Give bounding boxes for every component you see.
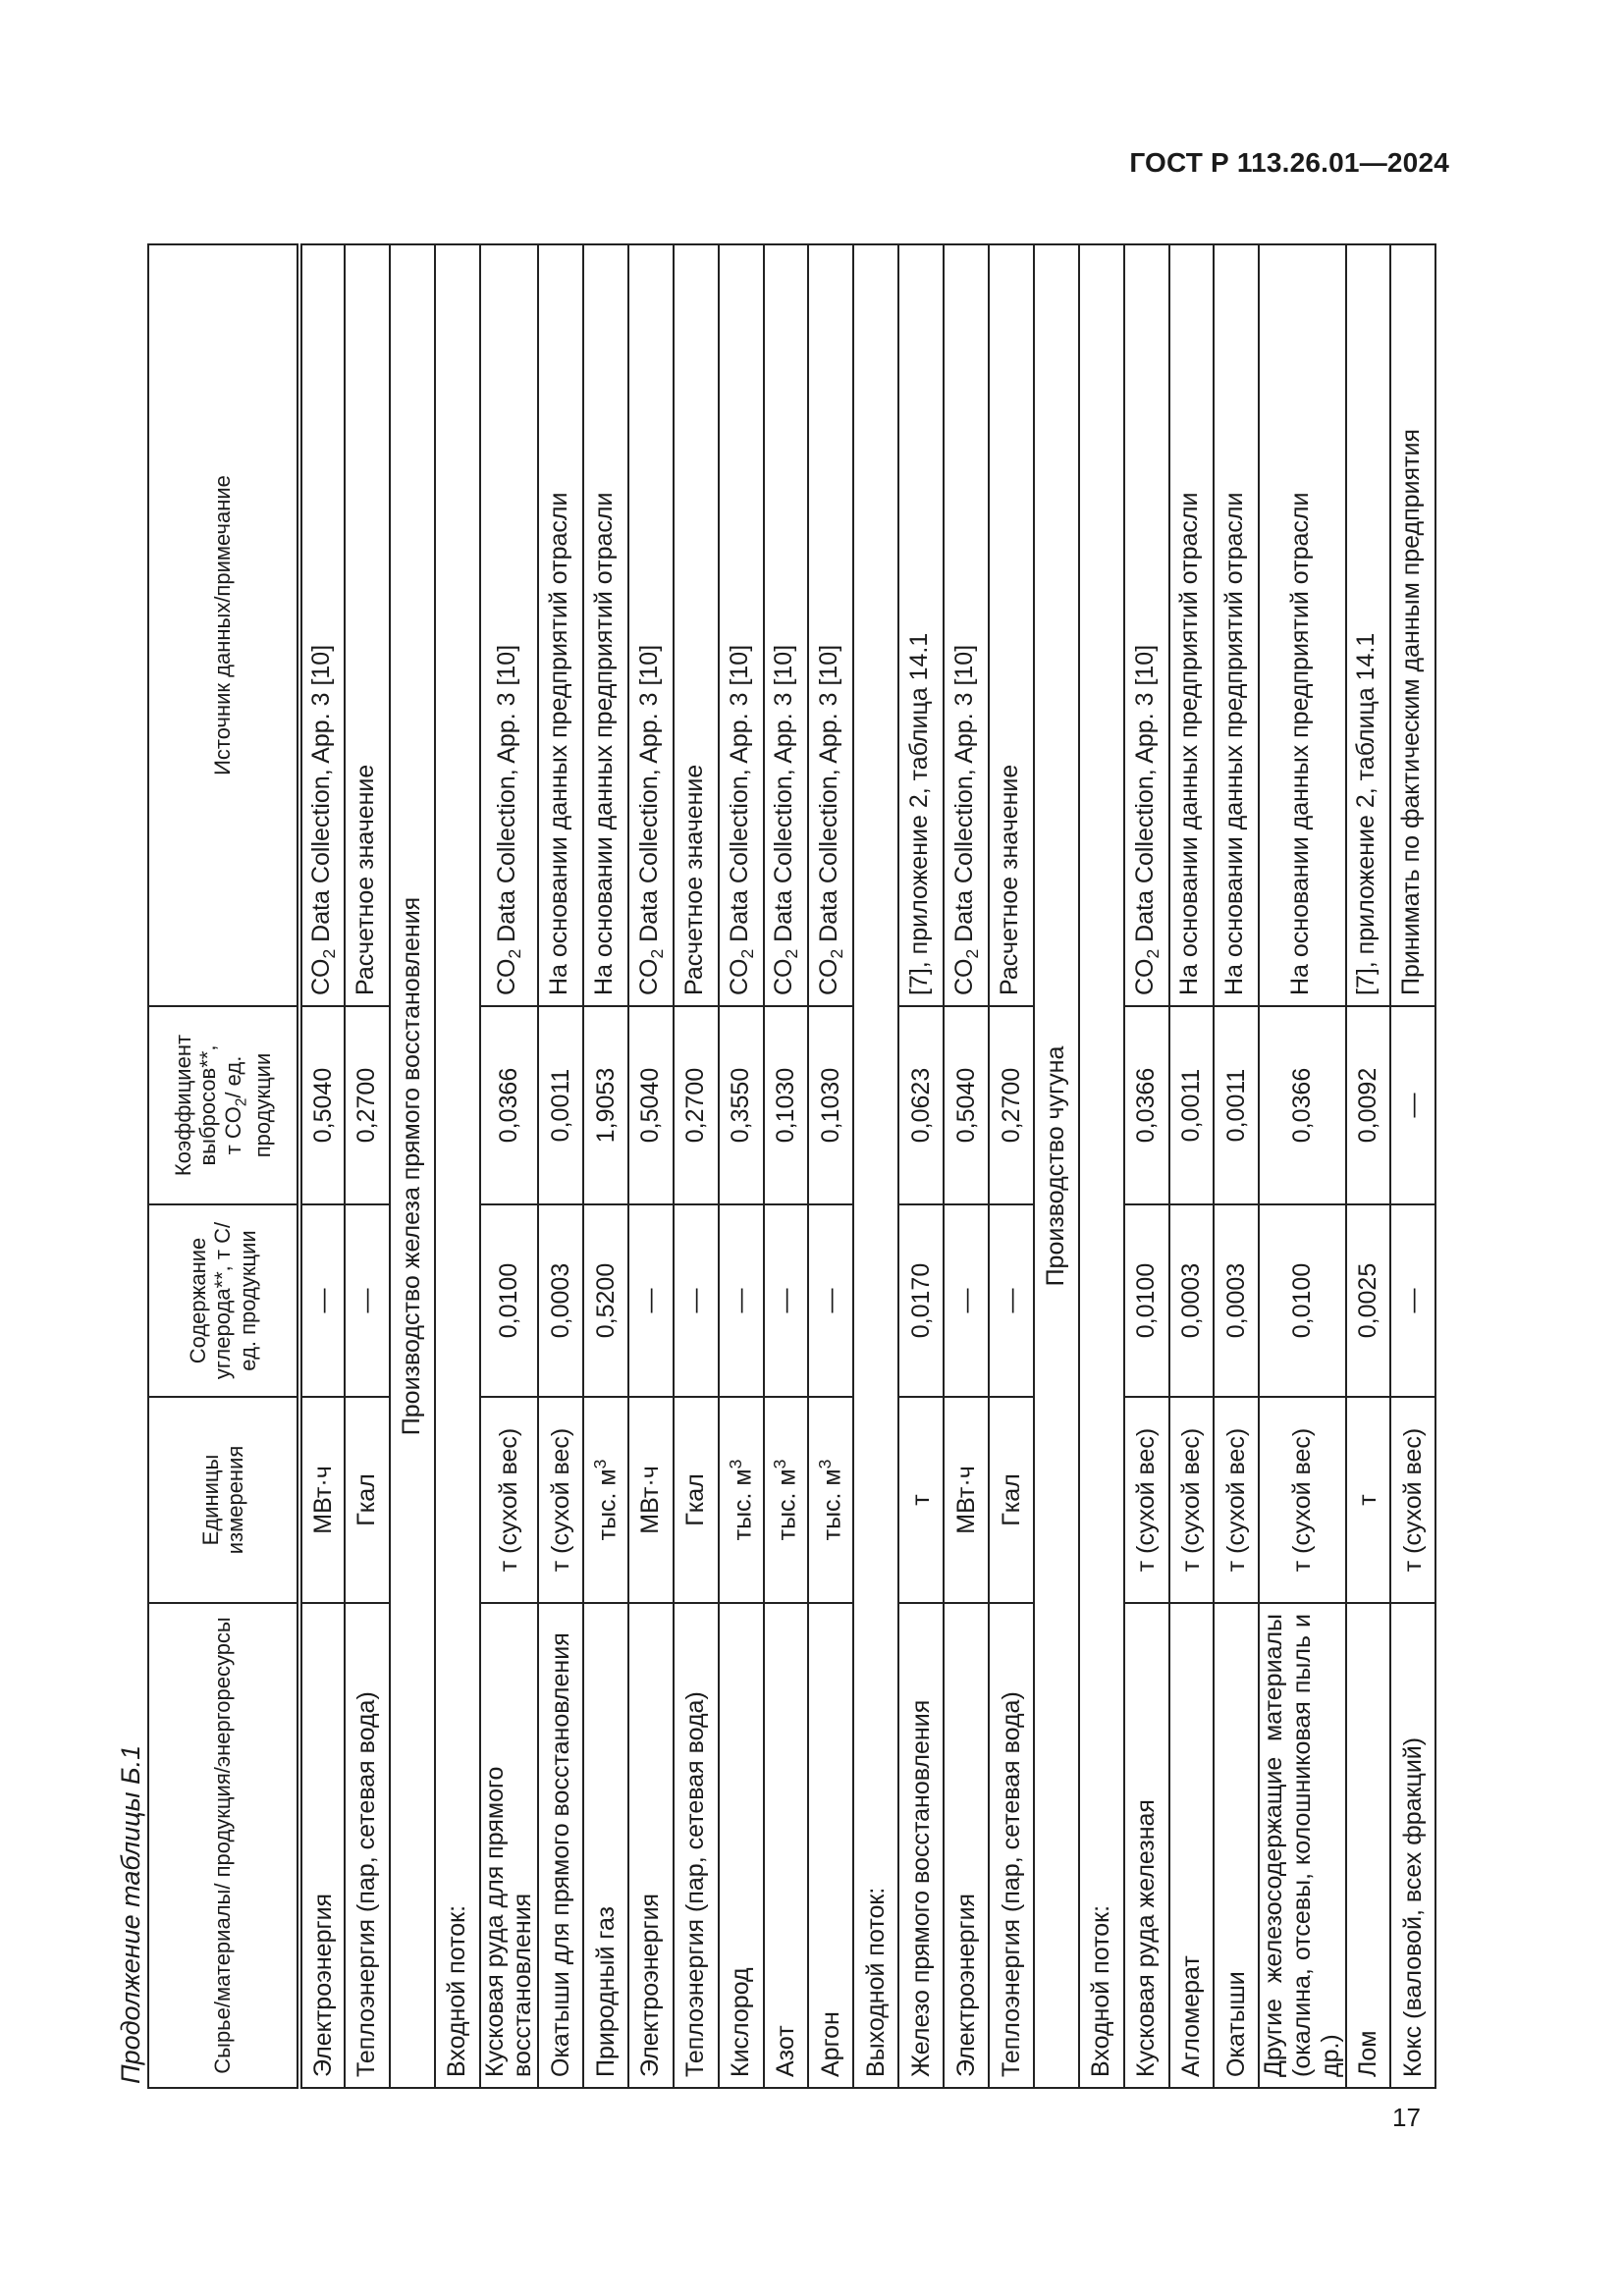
cell-factor: 0,1030 xyxy=(808,1006,853,1204)
table-section-row xyxy=(1034,244,1079,2088)
table-row xyxy=(944,244,989,2088)
source-prefix: CO xyxy=(634,958,663,995)
header-source: Источник данных/примечание xyxy=(148,244,299,1006)
cell-carbon: 0,0100 xyxy=(1124,1204,1169,1397)
table-row xyxy=(1346,244,1391,2088)
cell-unit: т (сухой вес) xyxy=(1259,1397,1345,1603)
table-header-row xyxy=(148,244,299,2088)
table-flow-row xyxy=(853,244,898,2088)
source-prefix: CO xyxy=(1130,958,1159,995)
source-text: Data Collection, App. 3 [10] xyxy=(306,644,335,949)
cell-unit: МВт·ч xyxy=(628,1397,674,1603)
source-prefix: CO xyxy=(725,958,753,995)
cell-source xyxy=(299,244,345,1006)
source-subscript: 2 xyxy=(646,948,667,959)
flow-label: Входной поток: xyxy=(435,244,480,2088)
cell-unit xyxy=(583,1397,628,1603)
cell-factor: 0,2700 xyxy=(345,1006,390,1204)
cell-material: Кокс (валовой, всех фракций) xyxy=(1390,1603,1435,2088)
cell-unit: МВт·ч xyxy=(299,1397,345,1603)
cell-material: Другие железосодержащие материалы (окалина, отсевы, колошниковая пыль и др.) xyxy=(1259,1603,1345,2088)
flow-label: Входной поток: xyxy=(1079,244,1124,2088)
header-factor-line3: / ед. продукции xyxy=(220,1052,275,1158)
cell-unit: Гкал xyxy=(345,1397,390,1603)
flow-label: Выходной поток: xyxy=(853,244,898,2088)
cell-material: Окатыши для прямого восстановления xyxy=(538,1603,583,2088)
cell-unit: МВт·ч xyxy=(944,1397,989,1603)
cell-source xyxy=(764,244,809,1006)
cell-carbon: 0,0003 xyxy=(538,1204,583,1397)
cell-material: Аргон xyxy=(808,1603,853,2088)
table-row xyxy=(1214,244,1259,2088)
cell-factor: 0,3550 xyxy=(719,1006,764,1204)
cell-unit: Гкал xyxy=(674,1397,719,1603)
cell-carbon: — xyxy=(628,1204,674,1397)
cell-unit xyxy=(808,1397,853,1603)
cell-source xyxy=(1259,244,1345,1006)
page-number: 17 xyxy=(1392,2103,1421,2132)
header-carbon: Содержание углерода**, т С/ ед. продукции xyxy=(148,1204,299,1397)
cell-carbon: — xyxy=(299,1204,345,1397)
cell-factor: — xyxy=(1390,1006,1435,1204)
header-material: Сырье/материалы/ продукция/энергоресурсы xyxy=(148,1603,299,2088)
section-title: Производство железа прямого восстановления xyxy=(390,244,435,2088)
unit-text: тыс. м xyxy=(818,1468,846,1541)
cell-source xyxy=(1169,244,1215,1006)
table-row xyxy=(1259,244,1345,2088)
source-subscript: 2 xyxy=(736,948,757,959)
table-row xyxy=(674,244,719,2088)
source-text: На основании данных предприятий отрасли xyxy=(544,492,572,995)
unit-text: тыс. м xyxy=(593,1468,622,1541)
cell-carbon: 0,0025 xyxy=(1346,1204,1391,1397)
unit-superscript: 3 xyxy=(770,1459,790,1469)
source-prefix: CO xyxy=(770,958,798,995)
table-row xyxy=(764,244,809,2088)
cell-unit: т (сухой вес) xyxy=(1124,1397,1169,1603)
cell-unit: т xyxy=(898,1397,944,1603)
table-caption: Продолжение таблицы Б.1 xyxy=(116,1744,145,2084)
table-row xyxy=(1390,244,1435,2088)
unit-text: тыс. м xyxy=(773,1468,801,1541)
cell-unit xyxy=(764,1397,809,1603)
cell-carbon: 0,0170 xyxy=(898,1204,944,1397)
cell-carbon: 0,0003 xyxy=(1214,1204,1259,1397)
cell-source xyxy=(583,244,628,1006)
source-subscript: 2 xyxy=(1142,948,1163,959)
cell-material: Электроэнергия xyxy=(628,1603,674,2088)
source-text: На основании данных предприятий отрасли xyxy=(1286,492,1315,995)
cell-unit: т (сухой вес) xyxy=(1390,1397,1435,1603)
table-row xyxy=(989,244,1034,2088)
cell-source xyxy=(808,244,853,1006)
cell-factor: 0,0366 xyxy=(1124,1006,1169,1204)
unit-text: тыс. м xyxy=(728,1468,756,1541)
source-text: Расчетное значение xyxy=(679,764,708,995)
table-row xyxy=(538,244,583,2088)
header-factor-line2: т CO xyxy=(220,1106,245,1155)
cell-carbon: — xyxy=(345,1204,390,1397)
cell-material: Электроэнергия xyxy=(944,1603,989,2088)
cell-unit xyxy=(719,1397,764,1603)
cell-factor: 0,5040 xyxy=(944,1006,989,1204)
cell-source xyxy=(898,244,944,1006)
cell-unit: т (сухой вес) xyxy=(1214,1397,1259,1603)
source-text: Data Collection, App. 3 [10] xyxy=(770,644,798,949)
cell-source xyxy=(674,244,719,1006)
source-text: На основании данных предприятий отрасли xyxy=(1220,492,1249,995)
cell-carbon: — xyxy=(989,1204,1034,1397)
cell-carbon: 0,0003 xyxy=(1169,1204,1215,1397)
cell-source xyxy=(1124,244,1169,1006)
cell-source xyxy=(628,244,674,1006)
cell-carbon: 0,5200 xyxy=(583,1204,628,1397)
unit-superscript: 3 xyxy=(815,1459,836,1469)
cell-factor: 0,0092 xyxy=(1346,1006,1391,1204)
source-text: Data Collection, App. 3 [10] xyxy=(725,644,753,949)
source-text: Data Collection, App. 3 [10] xyxy=(634,644,663,949)
source-text: Data Collection, App. 3 [10] xyxy=(815,644,843,949)
table-flow-row xyxy=(1079,244,1124,2088)
header-factor xyxy=(148,1006,299,1204)
cell-factor: 1,9053 xyxy=(583,1006,628,1204)
source-text: [7], приложение 2, таблица 14.1 xyxy=(1352,632,1380,995)
cell-source xyxy=(989,244,1034,1006)
cell-unit: т (сухой вес) xyxy=(1169,1397,1215,1603)
cell-factor: 0,0011 xyxy=(538,1006,583,1204)
cell-material: Электроэнергия xyxy=(299,1603,345,2088)
table-row xyxy=(1124,244,1169,2088)
source-text: На основании данных предприятий отрасли xyxy=(1175,492,1204,995)
cell-material: Азот xyxy=(764,1603,809,2088)
cell-source xyxy=(538,244,583,1006)
cell-carbon: — xyxy=(944,1204,989,1397)
table-row xyxy=(480,244,539,2088)
cell-source xyxy=(480,244,539,1006)
source-subscript: 2 xyxy=(505,948,525,959)
source-subscript: 2 xyxy=(318,948,339,959)
table-row xyxy=(583,244,628,2088)
data-table xyxy=(147,243,1436,2089)
cell-source xyxy=(1214,244,1259,1006)
cell-material: Теплоэнергия (пар, сетевая вода) xyxy=(674,1603,719,2088)
cell-unit: Гкал xyxy=(989,1397,1034,1603)
unit-superscript: 3 xyxy=(589,1459,610,1469)
source-prefix: CO xyxy=(493,958,521,995)
table-section-row xyxy=(390,244,435,2088)
cell-source xyxy=(1346,244,1391,1006)
header-unit: Единицы измерения xyxy=(148,1397,299,1603)
cell-factor: 0,5040 xyxy=(299,1006,345,1204)
source-text: Расчетное значение xyxy=(995,764,1023,995)
cell-unit: т (сухой вес) xyxy=(538,1397,583,1603)
cell-material: Кусковая руда для прямого восстановления xyxy=(480,1603,539,2088)
cell-material: Природный газ xyxy=(583,1603,628,2088)
cell-carbon: — xyxy=(764,1204,809,1397)
cell-source xyxy=(944,244,989,1006)
cell-source xyxy=(345,244,390,1006)
cell-factor: 0,0623 xyxy=(898,1006,944,1204)
cell-material: Железо прямого восстановления xyxy=(898,1603,944,2088)
source-text: На основании данных предприятий отрасли xyxy=(589,492,618,995)
cell-material: Лом xyxy=(1346,1603,1391,2088)
cell-source xyxy=(1390,244,1435,1006)
standard-number: ГОСТ Р 113.26.01—2024 xyxy=(1129,147,1449,178)
source-text: Data Collection, App. 3 [10] xyxy=(949,644,978,949)
cell-source xyxy=(719,244,764,1006)
cell-carbon: 0,0100 xyxy=(1259,1204,1345,1397)
cell-factor: 0,0366 xyxy=(480,1006,539,1204)
table-row xyxy=(1169,244,1215,2088)
table-row xyxy=(719,244,764,2088)
source-text: Data Collection, App. 3 [10] xyxy=(1130,644,1159,949)
table-row xyxy=(299,244,345,2088)
section-title: Производство чугуна xyxy=(1034,244,1079,2088)
cell-material: Агломерат xyxy=(1169,1603,1215,2088)
source-text: Расчетное значение xyxy=(351,764,379,995)
source-subscript: 2 xyxy=(961,948,982,959)
cell-factor: 0,0011 xyxy=(1169,1006,1215,1204)
cell-unit: т xyxy=(1346,1397,1391,1603)
cell-factor: 0,1030 xyxy=(764,1006,809,1204)
cell-factor: 0,0366 xyxy=(1259,1006,1345,1204)
source-subscript: 2 xyxy=(782,948,802,959)
source-text: Принимать по фактическим данным предприятия xyxy=(1397,428,1426,995)
cell-carbon: — xyxy=(719,1204,764,1397)
cell-carbon: — xyxy=(808,1204,853,1397)
cell-factor: 0,2700 xyxy=(989,1006,1034,1204)
source-text: [7], приложение 2, таблица 14.1 xyxy=(905,632,934,995)
data-table-container xyxy=(147,245,1428,2089)
cell-factor: 0,5040 xyxy=(628,1006,674,1204)
source-text: Data Collection, App. 3 [10] xyxy=(493,644,521,949)
source-prefix: CO xyxy=(815,958,843,995)
table-row xyxy=(808,244,853,2088)
cell-factor: 0,2700 xyxy=(674,1006,719,1204)
header-factor-line1: Коэффициент выбросов**, xyxy=(171,1034,221,1177)
cell-material: Теплоэнергия (пар, сетевая вода) xyxy=(989,1603,1034,2088)
cell-unit: т (сухой вес) xyxy=(480,1397,539,1603)
unit-superscript: 3 xyxy=(725,1459,745,1469)
cell-factor: 0,0011 xyxy=(1214,1006,1259,1204)
cell-carbon: 0,0100 xyxy=(480,1204,539,1397)
cell-material: Кусковая руда железная xyxy=(1124,1603,1169,2088)
header-factor-sub: 2 xyxy=(232,1097,249,1107)
table-row xyxy=(628,244,674,2088)
cell-material: Кислород xyxy=(719,1603,764,2088)
table-row xyxy=(898,244,944,2088)
table-body xyxy=(299,244,1435,2088)
table-row xyxy=(345,244,390,2088)
source-subscript: 2 xyxy=(827,948,847,959)
source-prefix: CO xyxy=(306,958,335,995)
cell-carbon: — xyxy=(674,1204,719,1397)
table-flow-row xyxy=(435,244,480,2088)
cell-material: Окатыши xyxy=(1214,1603,1259,2088)
cell-carbon: — xyxy=(1390,1204,1435,1397)
cell-material: Теплоэнергия (пар, сетевая вода) xyxy=(345,1603,390,2088)
source-prefix: CO xyxy=(949,958,978,995)
